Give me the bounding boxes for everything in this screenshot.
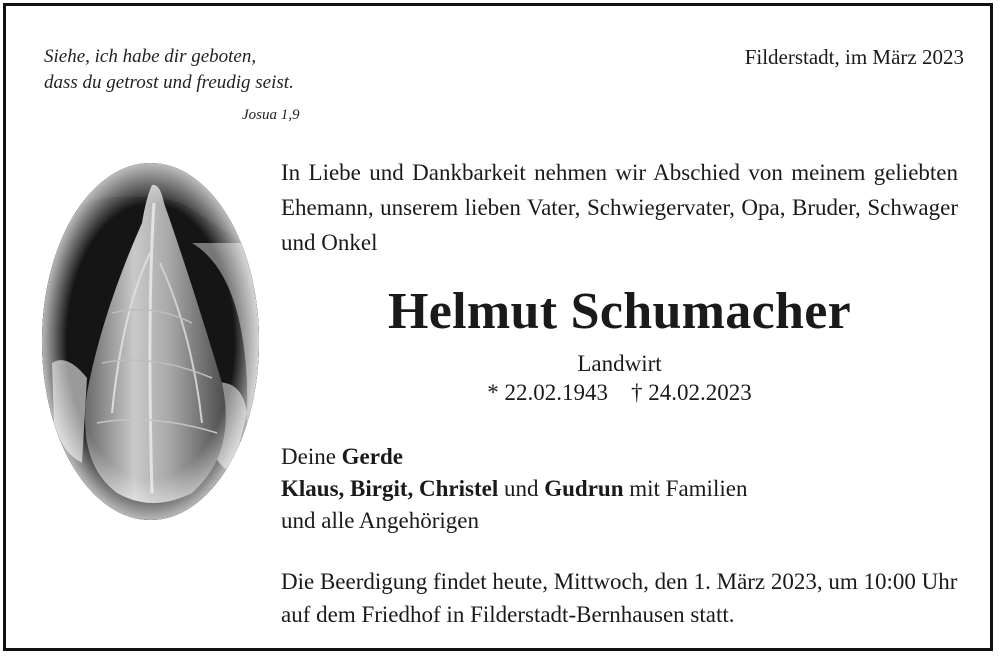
life-dates: * 22.02.1943 † 24.02.2023	[487, 380, 752, 405]
portrait-photo	[42, 163, 259, 520]
mourner-line-3: und alle Angehörigen	[281, 508, 480, 533]
quote-reference: Josua 1,9	[242, 107, 300, 123]
mourner-line-1	[281, 441, 958, 473]
mourner-spouse: Gerde	[341, 444, 403, 469]
deceased-occupation: Landwirt	[577, 351, 662, 376]
intro-text: In Liebe und Dankbarkeit nehmen wir Abschied von meinem geliebten Ehemann, unserem lieben Vater, Schwiegervater, Opa, Bruder, Schwager und Onkel	[281, 160, 958, 255]
quote-line-2: dass du getrost und freudig seist.	[44, 72, 294, 93]
mourner-children: Klaus, Birgit, Christel	[281, 476, 499, 501]
mourner-child-last: Gudrun	[544, 476, 624, 501]
mourner-prefix: Deine	[281, 444, 342, 469]
quote-line-1: Siehe, ich habe dir geboten,	[44, 46, 257, 67]
mourner-suffix: mit Familien	[623, 476, 748, 501]
mourner-line-2	[281, 473, 958, 505]
mourners-list	[281, 441, 958, 537]
mourner-conjunction: und	[498, 476, 545, 501]
funeral-info: Die Beerdigung findet heute, Mittwoch, den 1. März 2023, um 10:00 Uhr auf dem Friedhof in Filderstadt-Bernhausen statt.	[281, 569, 958, 627]
deceased-name: Helmut Schumacher	[388, 283, 851, 340]
cabbage-photo-image	[42, 163, 259, 520]
place-date: Filderstadt, im März 2023	[744, 45, 964, 69]
bible-quote	[44, 44, 300, 123]
